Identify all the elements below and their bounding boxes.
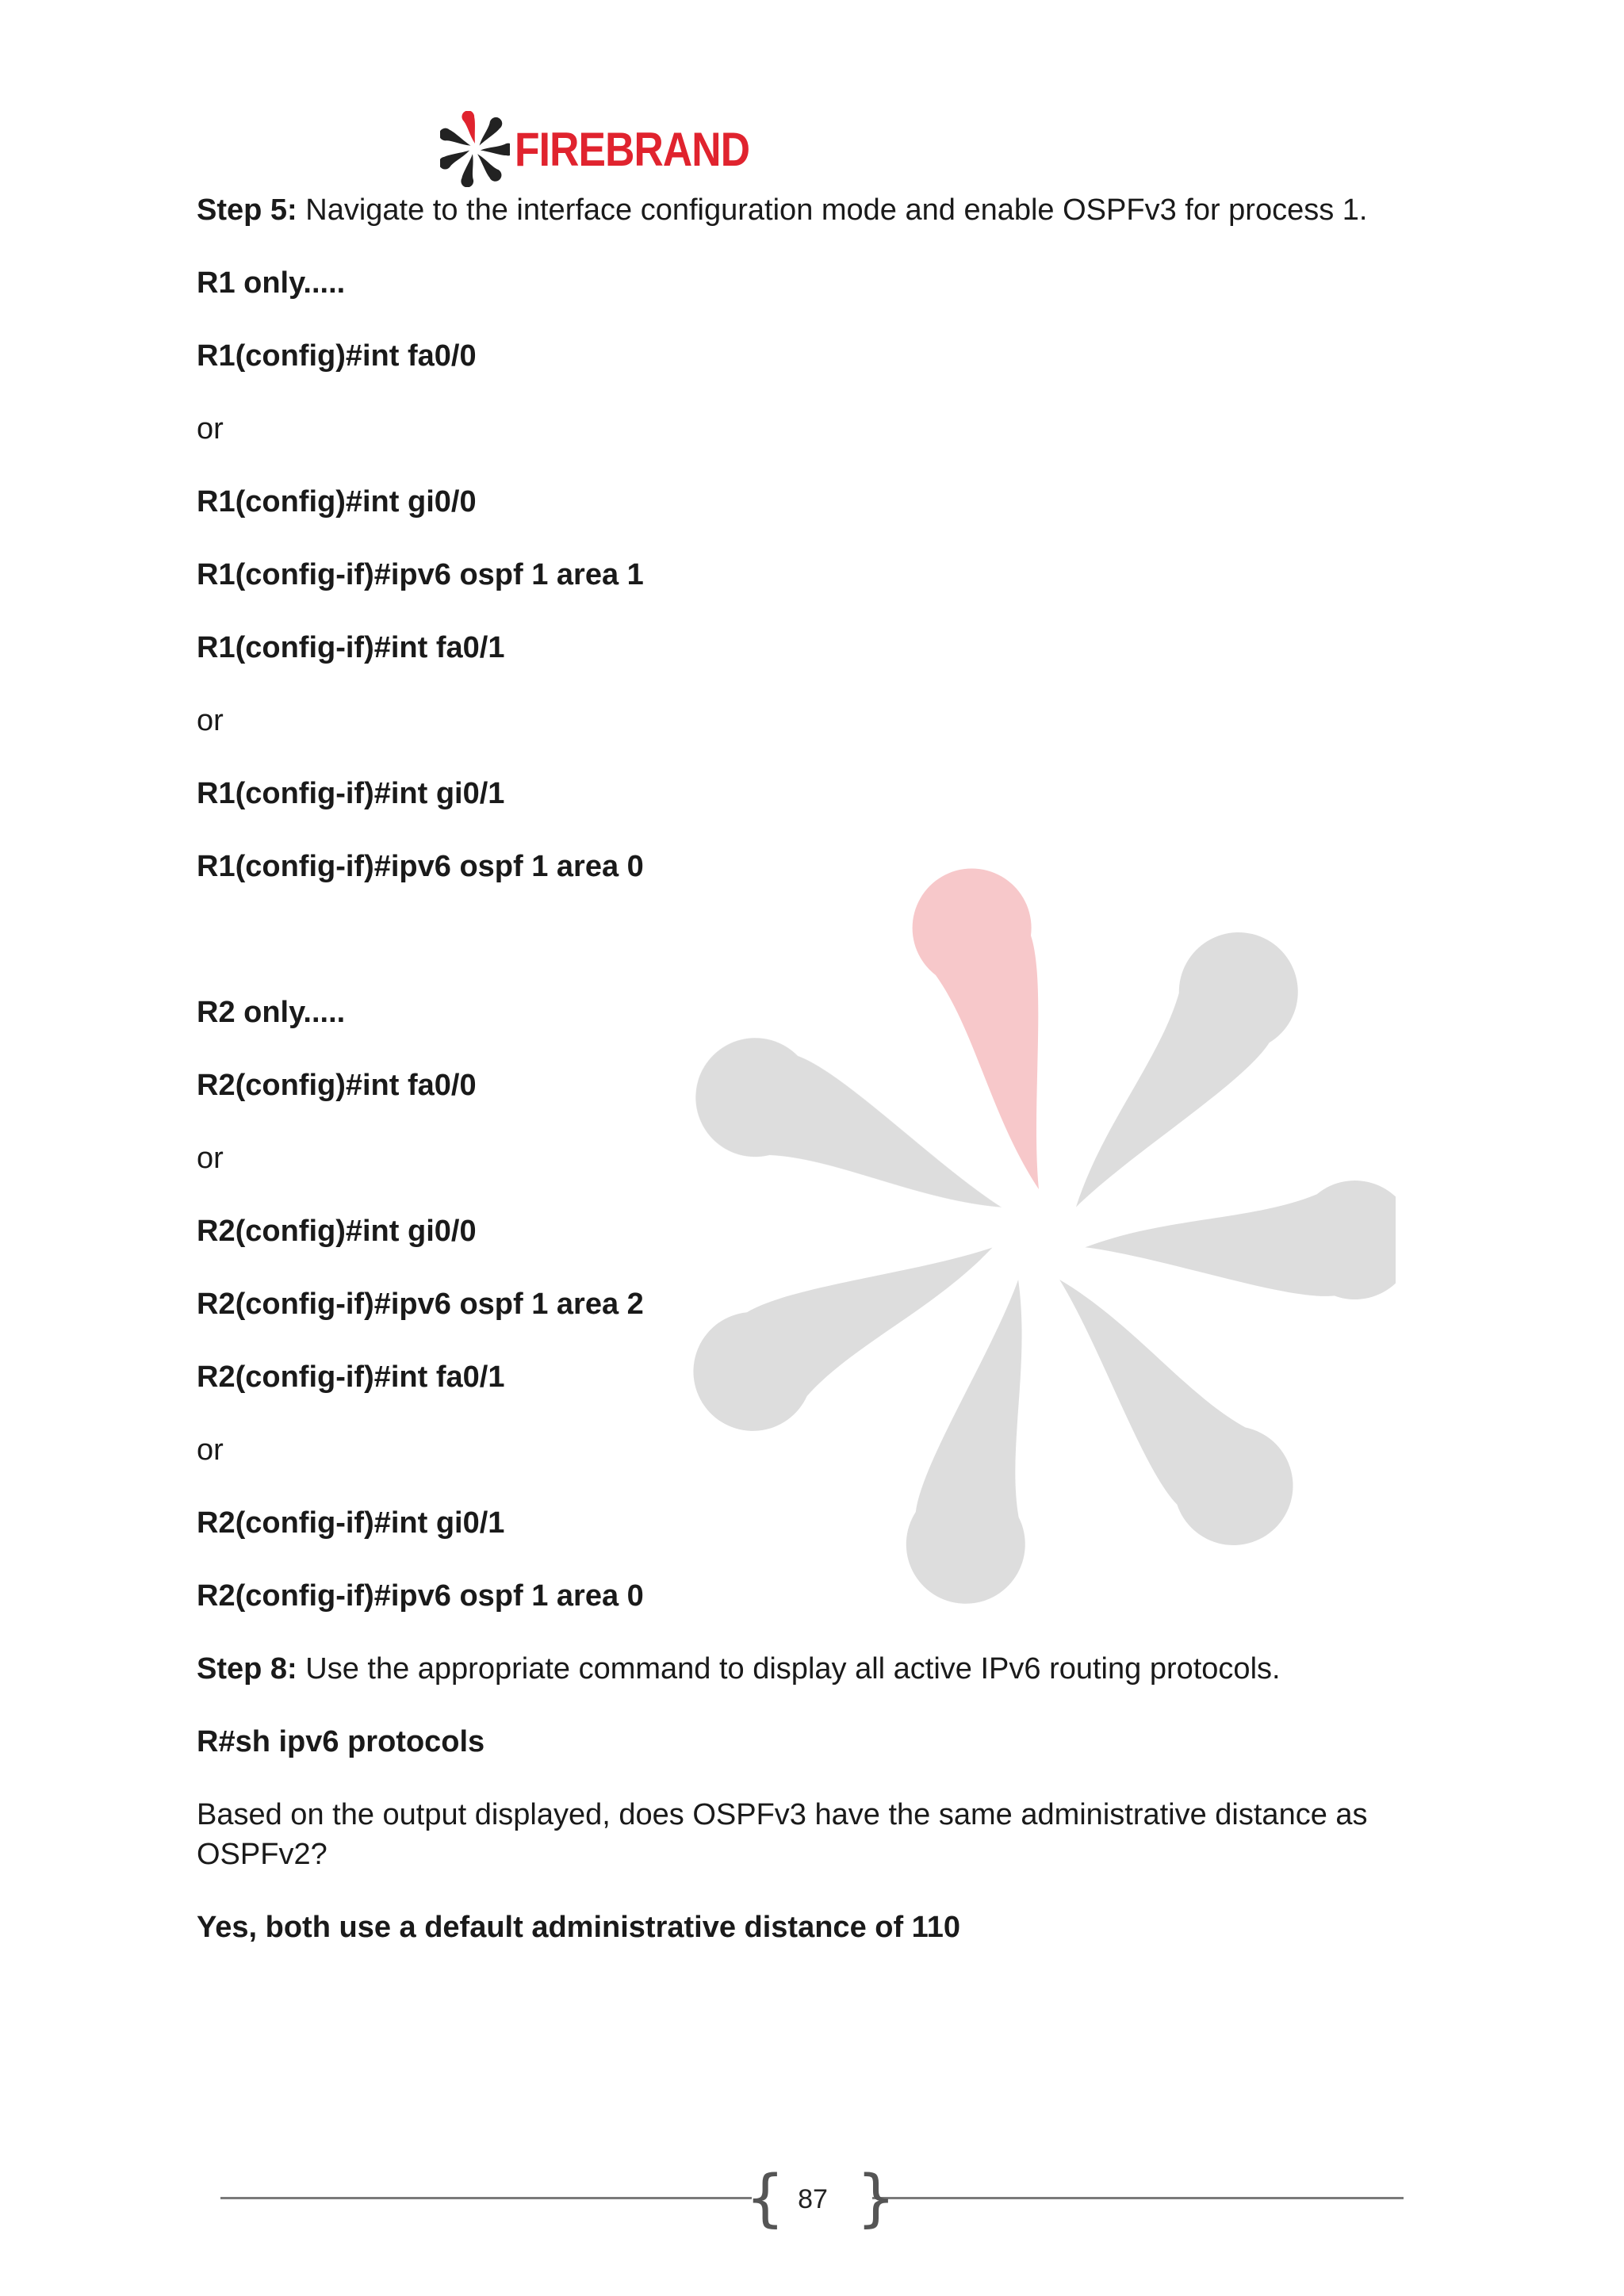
- command-line: R1(config-if)#int gi0/1: [197, 777, 505, 810]
- command-line: R2(config-if)#int fa0/1: [197, 1360, 505, 1394]
- section-heading: R2 only.....: [197, 996, 346, 1029]
- step-text: Use the appropriate command to display all active IPv6 routing protocols.: [297, 1652, 1281, 1686]
- step-label: Step 8:: [197, 1652, 297, 1686]
- firebrand-logo-icon: [440, 111, 510, 187]
- page-content: [197, 190, 1434, 1980]
- command-line: R1(config-if)#ipv6 ospf 1 area 1: [197, 558, 644, 591]
- answer-text: Yes, both use a default administrative distance of 110: [197, 1911, 960, 1944]
- command-line: R1(config-if)#int fa0/1: [197, 631, 505, 664]
- step-8-instruction: [197, 1649, 1434, 1689]
- footer-rule-left: [220, 2197, 752, 2199]
- command-line: R2(config)#int fa0/0: [197, 1069, 477, 1102]
- left-brace-icon: {: [745, 2163, 785, 2234]
- command-line: R2(config)#int gi0/0: [197, 1215, 477, 1248]
- alternative-text: or: [197, 1433, 224, 1467]
- step-text: Navigate to the interface configuration mode and enable OSPFv3 for process 1.: [297, 193, 1368, 227]
- command-line: R2(config-if)#ipv6 ospf 1 area 0: [197, 1579, 644, 1613]
- question-text: Based on the output displayed, does OSPFv3 have the same administrative distance as OSPFv2?: [197, 1798, 1368, 1871]
- right-brace-icon: }: [856, 2163, 896, 2234]
- command-line: R#sh ipv6 protocols: [197, 1725, 485, 1758]
- brand-name: FIREBRAND: [515, 122, 750, 176]
- command-line: R1(config)#int gi0/0: [197, 485, 477, 519]
- alternative-text: or: [197, 704, 224, 737]
- command-line: R2(config-if)#ipv6 ospf 1 area 2: [197, 1288, 644, 1321]
- firebrand-logo: [440, 111, 787, 187]
- section-heading: R1 only.....: [197, 266, 346, 300]
- command-line: R1(config-if)#ipv6 ospf 1 area 0: [197, 850, 644, 883]
- command-line: R1(config)#int fa0/0: [197, 339, 477, 373]
- command-line: R2(config-if)#int gi0/1: [197, 1506, 505, 1540]
- step-5-instruction: [197, 190, 1434, 230]
- page-number: 87: [798, 2184, 828, 2214]
- step-label: Step 5:: [197, 193, 297, 227]
- footer-rule-right: [872, 2197, 1404, 2199]
- alternative-text: or: [197, 1142, 224, 1175]
- alternative-text: or: [197, 412, 224, 446]
